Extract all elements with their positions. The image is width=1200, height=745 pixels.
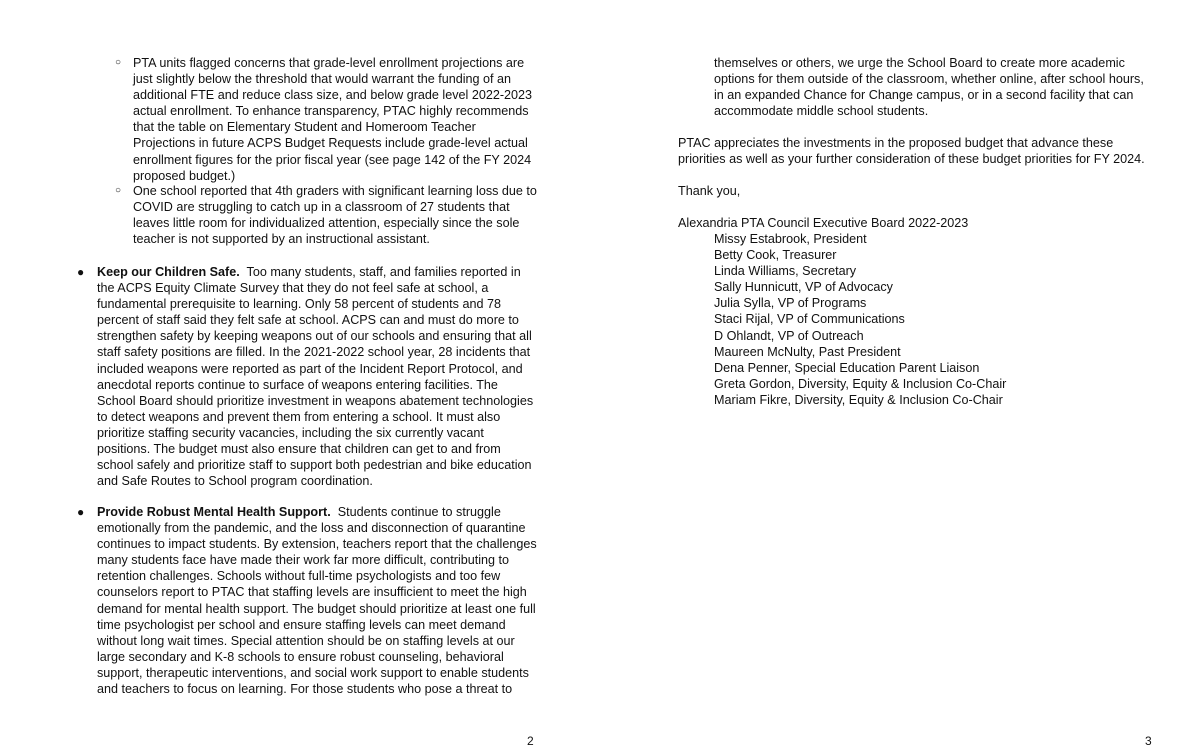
board-member: Betty Cook, Treasurer <box>714 248 837 263</box>
bullet-text: Students continue to struggle emotionally from the pandemic, and the loss and disconnection of quarantine continues to impact students. By extension, teachers report that the challenges many students face have made their work far more difficult, contributing to retention challenges. Schools without full-time psychologists and too few counselors report to PTAC that staffing levels are insufficient to meet the high demand for mental health support. The budget should prioritize at least one full time psychologist per school and ensure staffing levels can meet demand without long wait times. Special attention should be on staffing levels at our large secondary and K-8 schools to ensure robust counseling, behavioral support, therapeutic interventions, and social work support to enable students and teachers to focus on learning. For those students who pose a threat to <box>97 505 537 697</box>
board-member: Missy Estabrook, President <box>714 232 867 246</box>
closing-paragraph: PTAC appreciates the investments in the proposed budget that advance these priorities as well as your further consideration of these budget priorities for FY 2024. <box>678 136 1145 167</box>
page-number: 2 <box>527 734 534 745</box>
filled-circle-bullet-icon: ● <box>77 265 85 279</box>
board-member: Sally Hunnicutt, VP of Advocacy <box>714 280 893 295</box>
sub-item-learning-loss <box>115 183 538 247</box>
board-member: D Ohlandt, VP of Outreach <box>714 328 864 343</box>
page-number: 3 <box>1145 734 1152 745</box>
bullet-keep-children-safe <box>77 264 539 489</box>
board-member: Mariam Fikre, Diversity, Equity & Inclusion Co-Chair <box>714 392 1003 407</box>
sub-item-text: One school reported that 4th graders with significant learning loss due to COVID are struggling to catch up in a classroom of 27 students that leaves little room for individualized attention, especially since the sole teacher is not supported by an instructional assistant. <box>133 184 537 247</box>
bullet-heading: Provide Robust Mental Health Support. <box>97 505 331 519</box>
hollow-circle-bullet-icon: ○ <box>115 57 122 68</box>
bullet-heading: Keep our Children Safe. <box>97 265 240 279</box>
page-3 <box>600 0 1200 745</box>
board-member: Greta Gordon, Diversity, Equity & Inclusion Co-Chair <box>714 376 1007 391</box>
board-member: Julia Sylla, VP of Programs <box>714 296 867 311</box>
board-title: Alexandria PTA Council Executive Board 2022-2023 <box>678 216 969 230</box>
sub-item-enrollment-projections <box>115 55 538 184</box>
thanks-line: Thank you, <box>678 184 741 198</box>
bullet-text: Too many students, staff, and families reported in the ACPS Equity Climate Survey that they do not feel safe at school, a fundamental prerequisite to learning. Only 58 percent of students and 78 percent of staff said they felt safe at school. ACPS can and must do more to strengthen safety by keeping weapons out of our schools and ensuring that all staff safety positions are filled. In the 2021-2022 school year, 28 incidents that included weapons were reported as part of the Incident Report Protocol, and anecdotal reports continue to surface of weapons entering facilities. The School Board should prioritize investment in weapons abatement technologies to detect weapons and prevent them from entering a school. It must also prioritize staffing security vacancies, including the six currently vacant positions. The budget must also ensure that children can get to and from school safely and prioritize staff to support both pedestrian and bike education and Safe Routes to School program coordination. <box>97 265 534 489</box>
bullet-mental-health-support <box>77 504 539 697</box>
board-member-list <box>714 231 1154 408</box>
filled-circle-bullet-icon: ● <box>77 505 85 519</box>
sub-item-text: PTA units flagged concerns that grade-level enrollment projections are just slightly below the threshold that would warrant the funding of an additional FTE and reduce class size, and below grade level 2022-2023 actual enrollment. To enhance transparency, PTAC highly recommends that the table on Elementary Student and Homeroom Teacher Projections in future ACPS Budget Requests include grade-level actual enrollment figures for the prior fiscal year (see page 142 of the FY 2024 proposed budget.) <box>133 56 533 183</box>
board-member: Staci Rijal, VP of Communications <box>714 312 905 327</box>
hollow-circle-bullet-icon: ○ <box>115 185 122 196</box>
board-member: Dena Penner, Special Education Parent Liaison <box>714 360 980 375</box>
board-member: Maureen McNulty, Past President <box>714 344 901 359</box>
board-member: Linda Williams, Secretary <box>714 264 857 279</box>
continuation-paragraph: themselves or others, we urge the School Board to create more academic options for them outside of the classroom, whether online, after school hours, in an expanded Chance for Change campus, or in a second facility that can accommodate middle school students. <box>714 56 1144 119</box>
